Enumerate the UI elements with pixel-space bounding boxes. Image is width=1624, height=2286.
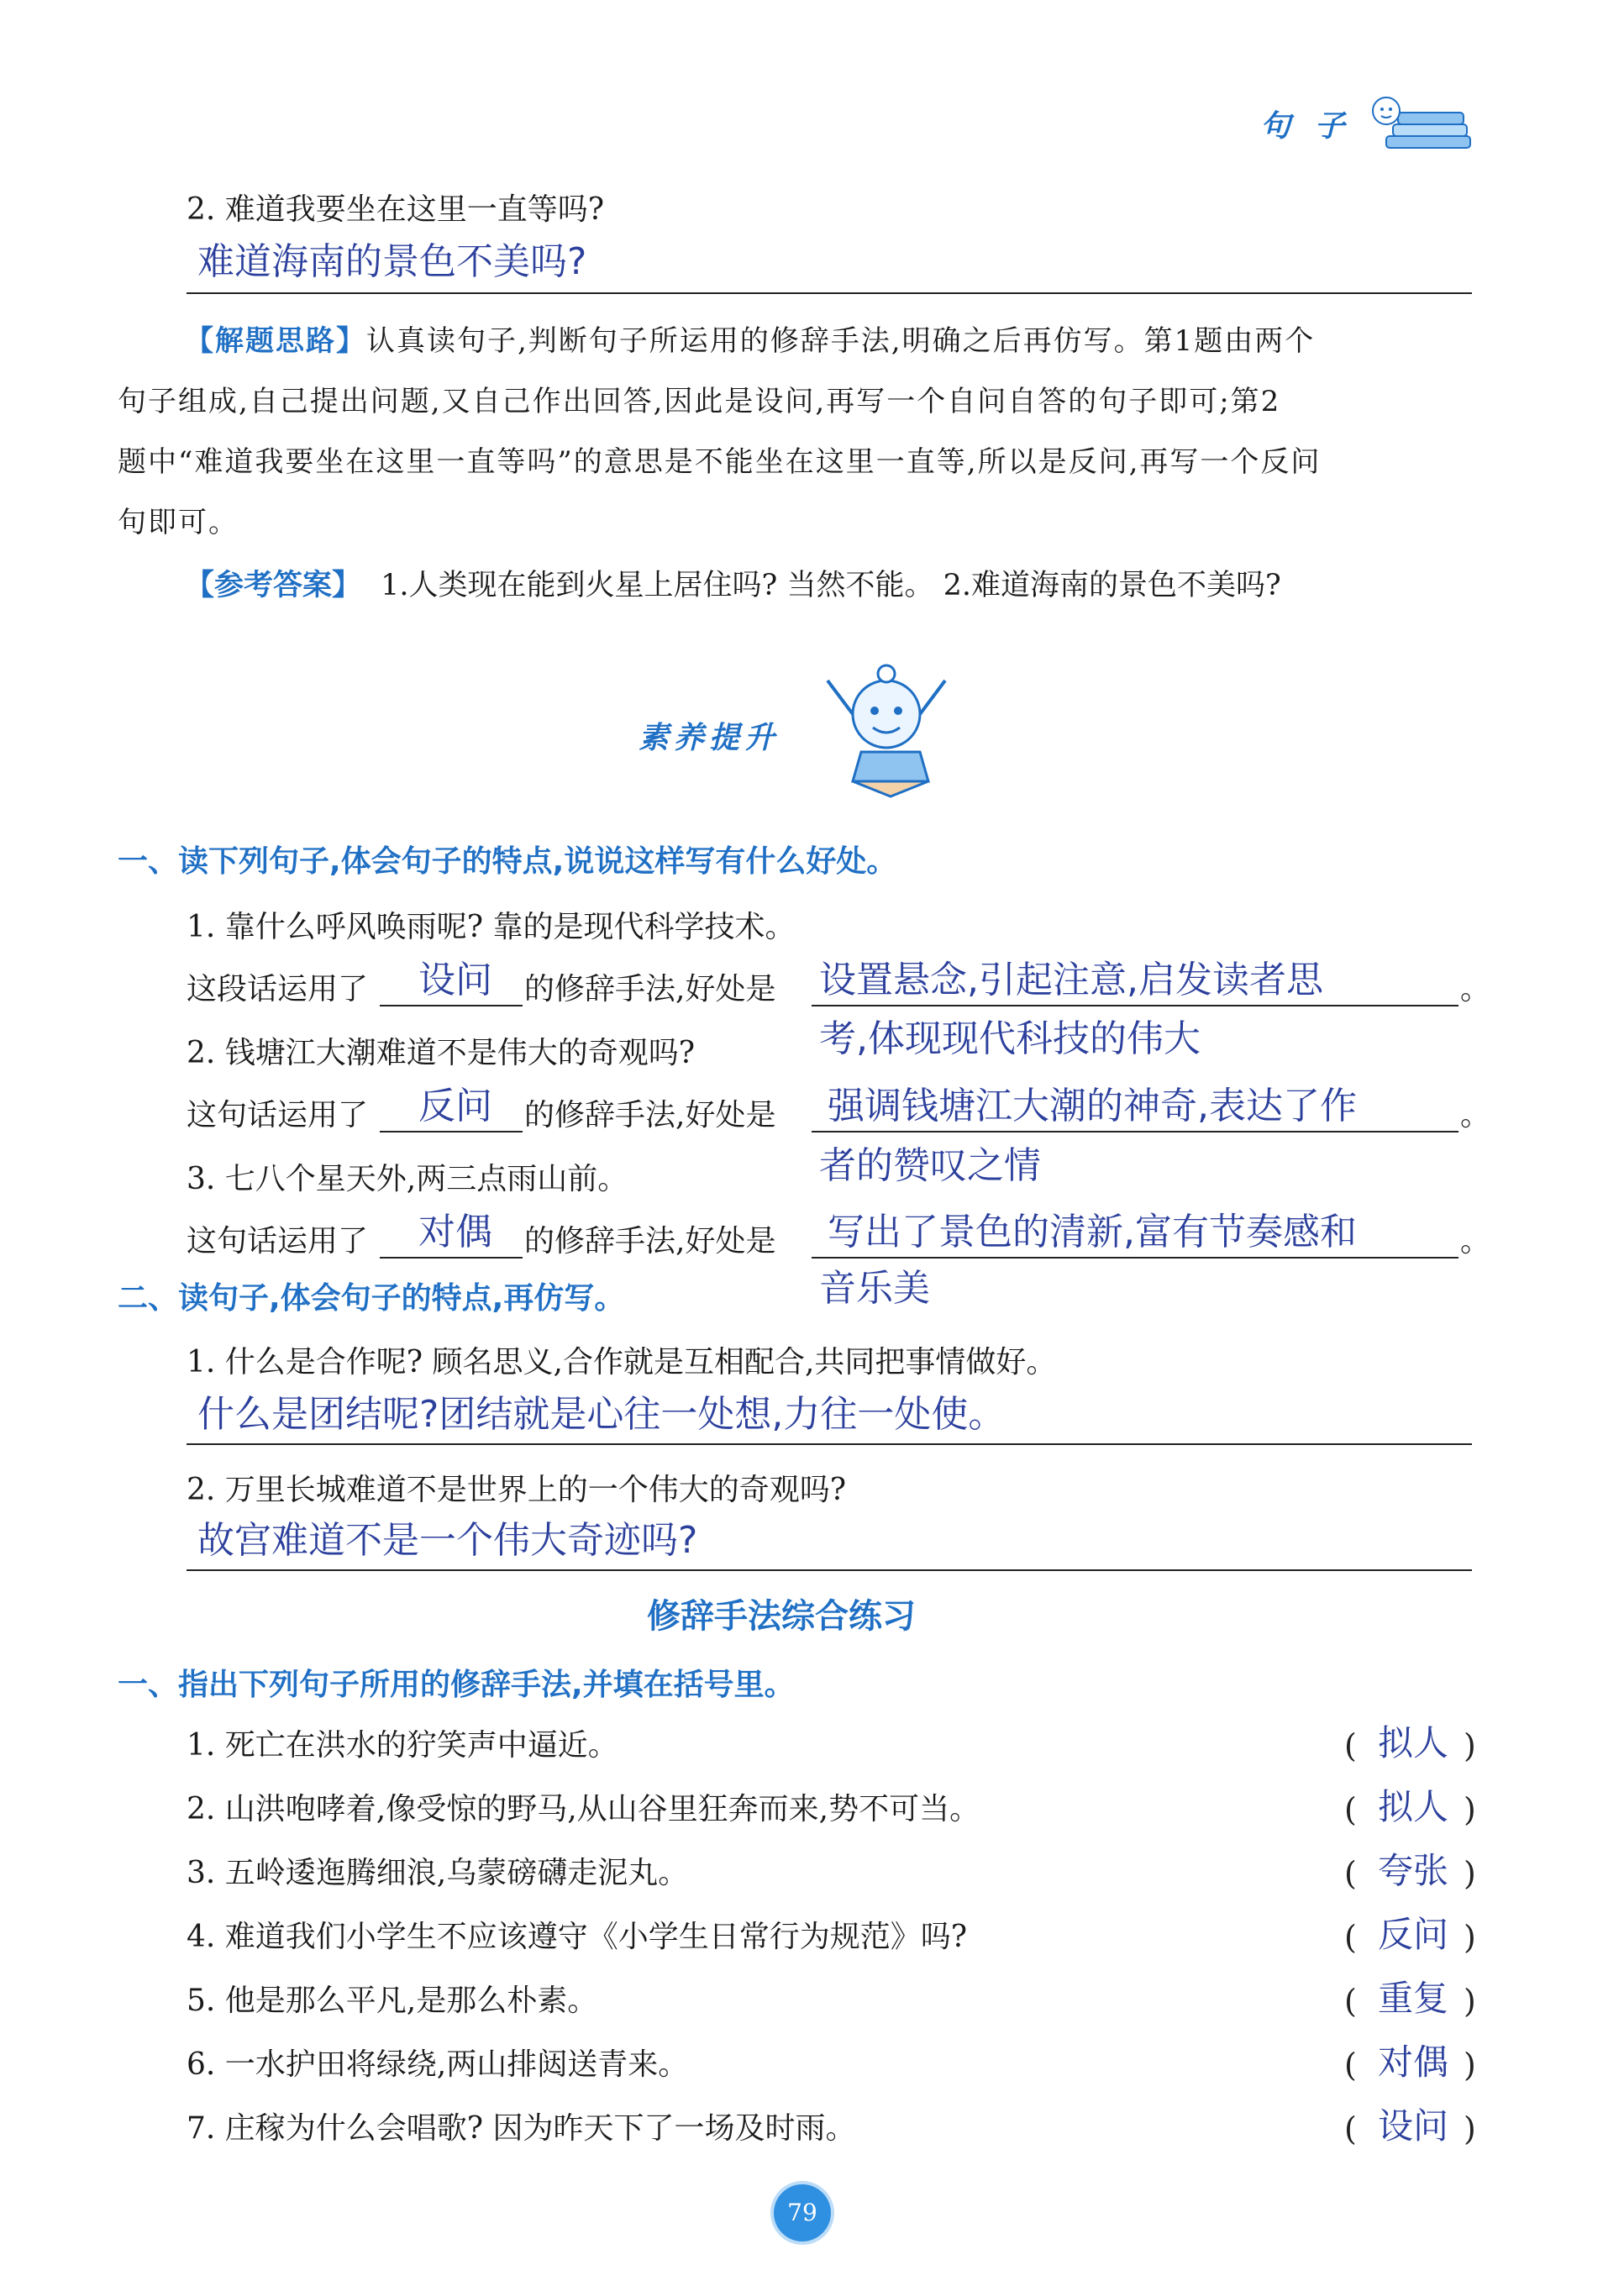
paren-open: ( (1344, 1855, 1357, 1892)
part1-prefix-3: 这句话运用了 (187, 1224, 369, 1259)
top-question-2: 2. 难道我要坐在这里一直等吗? (187, 192, 605, 227)
paren-close: ) (1464, 1727, 1476, 1764)
part1-benefit-2b: 者的赞叹之情 (819, 1144, 1041, 1187)
mascot-icon (819, 655, 954, 798)
rhetoric-sentence: 6. 一水护田将绿绕,两山排闼送青来。 (187, 2047, 689, 2082)
explanation-tag: 【解题思路】 (185, 324, 366, 358)
section2-heading: 一、指出下列句子所用的修辞手法,并填在括号里。 (118, 1668, 795, 1702)
section2-title: 修辞手法综合练习 (647, 1597, 916, 1636)
part2-sentence-2: 2. 万里长城难道不是世界上的一个伟大的奇观吗? (187, 1473, 847, 1507)
part1-mid-3: 的修辞手法,好处是 (524, 1224, 776, 1259)
part1-technique-3: 对偶 (418, 1211, 492, 1253)
chapter-header (1260, 92, 1479, 160)
part1-technique-2: 反问 (418, 1085, 492, 1127)
rhetoric-answer: 拟人 (1378, 1722, 1449, 1763)
reference-answer: 【参考答案】 1.人类现在能到火星上居住吗? 当然不能。 2.难道海南的景色不美吗? (185, 569, 1281, 602)
part1-benefit-3b: 音乐美 (819, 1267, 930, 1310)
part2-heading: 二、读句子,体会句子的特点,再仿写。 (118, 1281, 625, 1316)
paren-close: ) (1464, 2047, 1476, 2084)
part2-answer-2: 故宫难道不是一个伟大奇迹吗? (197, 1519, 698, 1562)
part2-answer-1: 什么是团结呢?团结就是心往一处想,力往一处使。 (197, 1393, 1006, 1436)
rhetoric-answer: 设问 (1378, 2105, 1449, 2147)
rhetoric-sentence: 7. 庄稼为什么会唱歌? 因为昨天下了一场及时雨。 (187, 2111, 856, 2146)
part1-heading: 一、读下列句子,体会句子的特点,说说这样写有什么好处。 (118, 844, 897, 879)
part2-sentence-1: 1. 什么是合作呢? 顾名思义,合作就是互相配合,共同把事情做好。 (187, 1345, 1057, 1379)
part1-benefit-1b: 考,体现现代科技的伟大 (819, 1017, 1201, 1060)
chapter-title: 句 子 (1260, 109, 1352, 144)
part1-mid-2: 的修辞手法,好处是 (524, 1098, 776, 1132)
paren-open: ( (1344, 1983, 1357, 2020)
rhetoric-sentence: 4. 难道我们小学生不应该遵守《小学生日常行为规范》吗? (187, 1920, 968, 1954)
paren-close: ) (1464, 1919, 1476, 1956)
paren-close: ) (1464, 1791, 1476, 1828)
paren-close: ) (1464, 1855, 1476, 1892)
page-number: 79 (787, 2199, 817, 2226)
part1-sentence-1: 1. 靠什么呼风唤雨呢? 靠的是现代科学技术。 (187, 910, 796, 944)
part1-benefit-3a: 写出了景色的清新,富有节奏感和 (828, 1211, 1357, 1253)
part1-prefix-1: 这段话运用了 (187, 972, 369, 1006)
paren-close: ) (1464, 2110, 1476, 2147)
rhetoric-sentence: 5. 他是那么平凡,是那么朴素。 (187, 1984, 598, 2018)
banner-title: 素养提升 (639, 721, 780, 755)
paren-close: ) (1464, 1983, 1476, 2020)
part1-mid-1: 的修辞手法,好处是 (524, 972, 776, 1006)
part1-benefit-1a: 设置悬念,引起注意,启发读者思 (819, 959, 1323, 1001)
part1-prefix-2: 这句话运用了 (187, 1098, 369, 1132)
rhetoric-answer: 对偶 (1378, 2042, 1449, 2083)
paren-open: ( (1344, 1919, 1357, 1956)
rhetoric-answer: 拟人 (1378, 1786, 1449, 1827)
rhetoric-answer: 重复 (1378, 1978, 1449, 2019)
paren-open: ( (1344, 1727, 1357, 1764)
paren-open: ( (1344, 2110, 1357, 2147)
rhetoric-answer: 反问 (1378, 1914, 1449, 1955)
answer-line (187, 292, 1472, 294)
explanation-block: 【解题思路】认真读句子,判断句子所运用的修辞手法,明确之后再仿写。第1题由两个 句子组成,自己提出问题,又自己作出回答,因此是设问,再写一个自问自答的句子即可;第2 题中“难道我要坐在这里一直等吗”的意思是不能坐在这里一直等,所以是反问,再写一个反问 句即可。 (118, 324, 1322, 539)
section-banner (622, 655, 958, 798)
rhetoric-sentence: 1. 死亡在洪水的狞笑声中逼近。 (187, 1728, 618, 1763)
paren-open: ( (1344, 2047, 1357, 2084)
paren-open: ( (1344, 1791, 1357, 1828)
rhetoric-sentence: 3. 五岭逶迤腾细浪,乌蒙磅礴走泥丸。 (187, 1856, 689, 1890)
part1-technique-1: 设问 (418, 959, 492, 1001)
rhetoric-sentence: 2. 山洪咆哮着,像受惊的野马,从山谷里狂奔而来,势不可当。 (187, 1792, 980, 1826)
part1-sentence-3: 3. 七八个星天外,两三点雨山前。 (187, 1162, 628, 1196)
reference-tag: 【参考答案】 (185, 569, 362, 602)
page-number-badge (774, 2184, 831, 2241)
top-answer-2: 难道海南的景色不美吗? (197, 240, 587, 283)
part1-benefit-2a: 强调钱塘江大潮的神奇,表达了作 (828, 1085, 1357, 1127)
rhetoric-answer: 夸张 (1378, 1850, 1449, 1891)
part1-sentence-2: 2. 钱塘江大潮难道不是伟大的奇观吗? (187, 1036, 696, 1070)
book-stack-icon (1361, 92, 1479, 160)
